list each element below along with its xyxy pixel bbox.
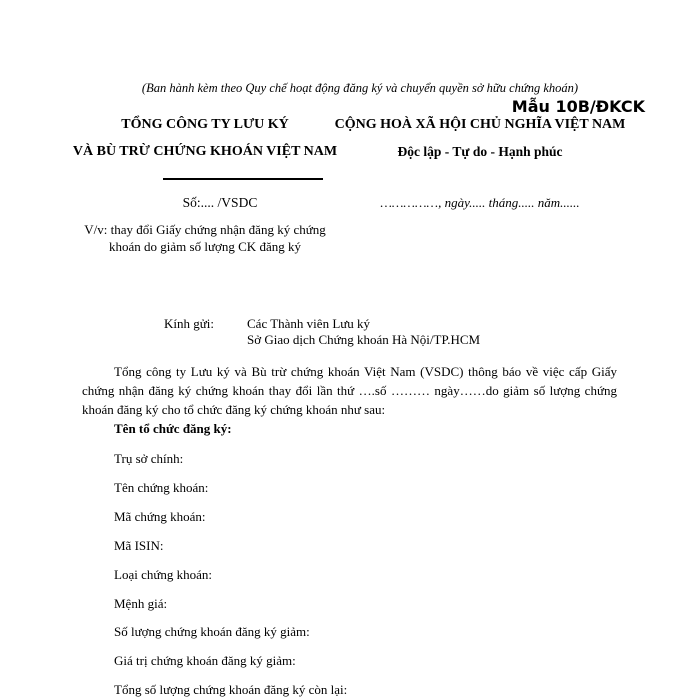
field-par-value: Mệnh giá: [114, 596, 168, 611]
field-registrant-name: Tên tổ chức đăng ký: [114, 421, 232, 436]
header-divider [163, 178, 323, 180]
document-date: ……………, ngày..... tháng..... năm...... [380, 195, 580, 210]
addressee-item: Các Thành viên Lưu ký [247, 316, 371, 331]
field-remaining-quantity: Tổng số lượng chứng khoán đăng ký còn lại: [114, 682, 348, 697]
organization-name-line2: VÀ BÙ TRỪ CHỨNG KHOÁN VIỆT NAM [72, 144, 338, 159]
addressee-label: Kính gửi: [164, 316, 215, 331]
body-paragraph: Tổng công ty Lưu ký và Bù trừ chứng khoán Việt Nam (VSDC) thông báo về việc cấp Giấy chứng nhận đăng ký chứng khoán thay đổi lần thứ ….số ……… ngày……do giảm số lượng chứng khoán đăng ký cho tổ chức đăng ký chứng khoán như sau: [82, 364, 617, 417]
preamble: (Ban hành kèm theo Quy chế hoạt động đăng ký và chuyển quyền sở hữu chứng khoán) [141, 81, 579, 95]
addressee-item: Sở Giao dịch Chứng khoán Hà Nội/TP.HCM [247, 332, 481, 347]
field-isin-code: Mã ISIN: [114, 538, 164, 553]
subject-line2: khoán do giảm số lượng CK đăng ký [109, 239, 301, 254]
field-decreased-quantity: Số lượng chứng khoán đăng ký giảm: [114, 624, 310, 639]
field-headquarters: Trụ sở chính: [114, 451, 184, 466]
document-number: Số:.... /VSDC [182, 195, 258, 210]
organization-name-line1: TỔNG CÔNG TY LƯU KÝ [121, 117, 289, 132]
field-securities-code: Mã chứng khoán: [114, 509, 206, 524]
subject-line1: V/v: thay đổi Giấy chứng nhận đăng ký chứng [84, 222, 326, 237]
addressee-list [247, 316, 480, 348]
document-subject [75, 221, 335, 255]
field-securities-name: Tên chứng khoán: [114, 480, 209, 495]
national-title: CỘNG HOÀ XÃ HỘI CHỦ NGHĨA VIỆT NAM [334, 117, 626, 132]
field-decreased-value: Giá trị chứng khoán đăng ký giảm: [114, 653, 296, 668]
form-code: Mẫu 10B/ĐKCK [511, 97, 645, 116]
national-motto: Độc lập - Tự do - Hạnh phúc [397, 144, 563, 159]
field-securities-type: Loại chứng khoán: [114, 567, 213, 582]
